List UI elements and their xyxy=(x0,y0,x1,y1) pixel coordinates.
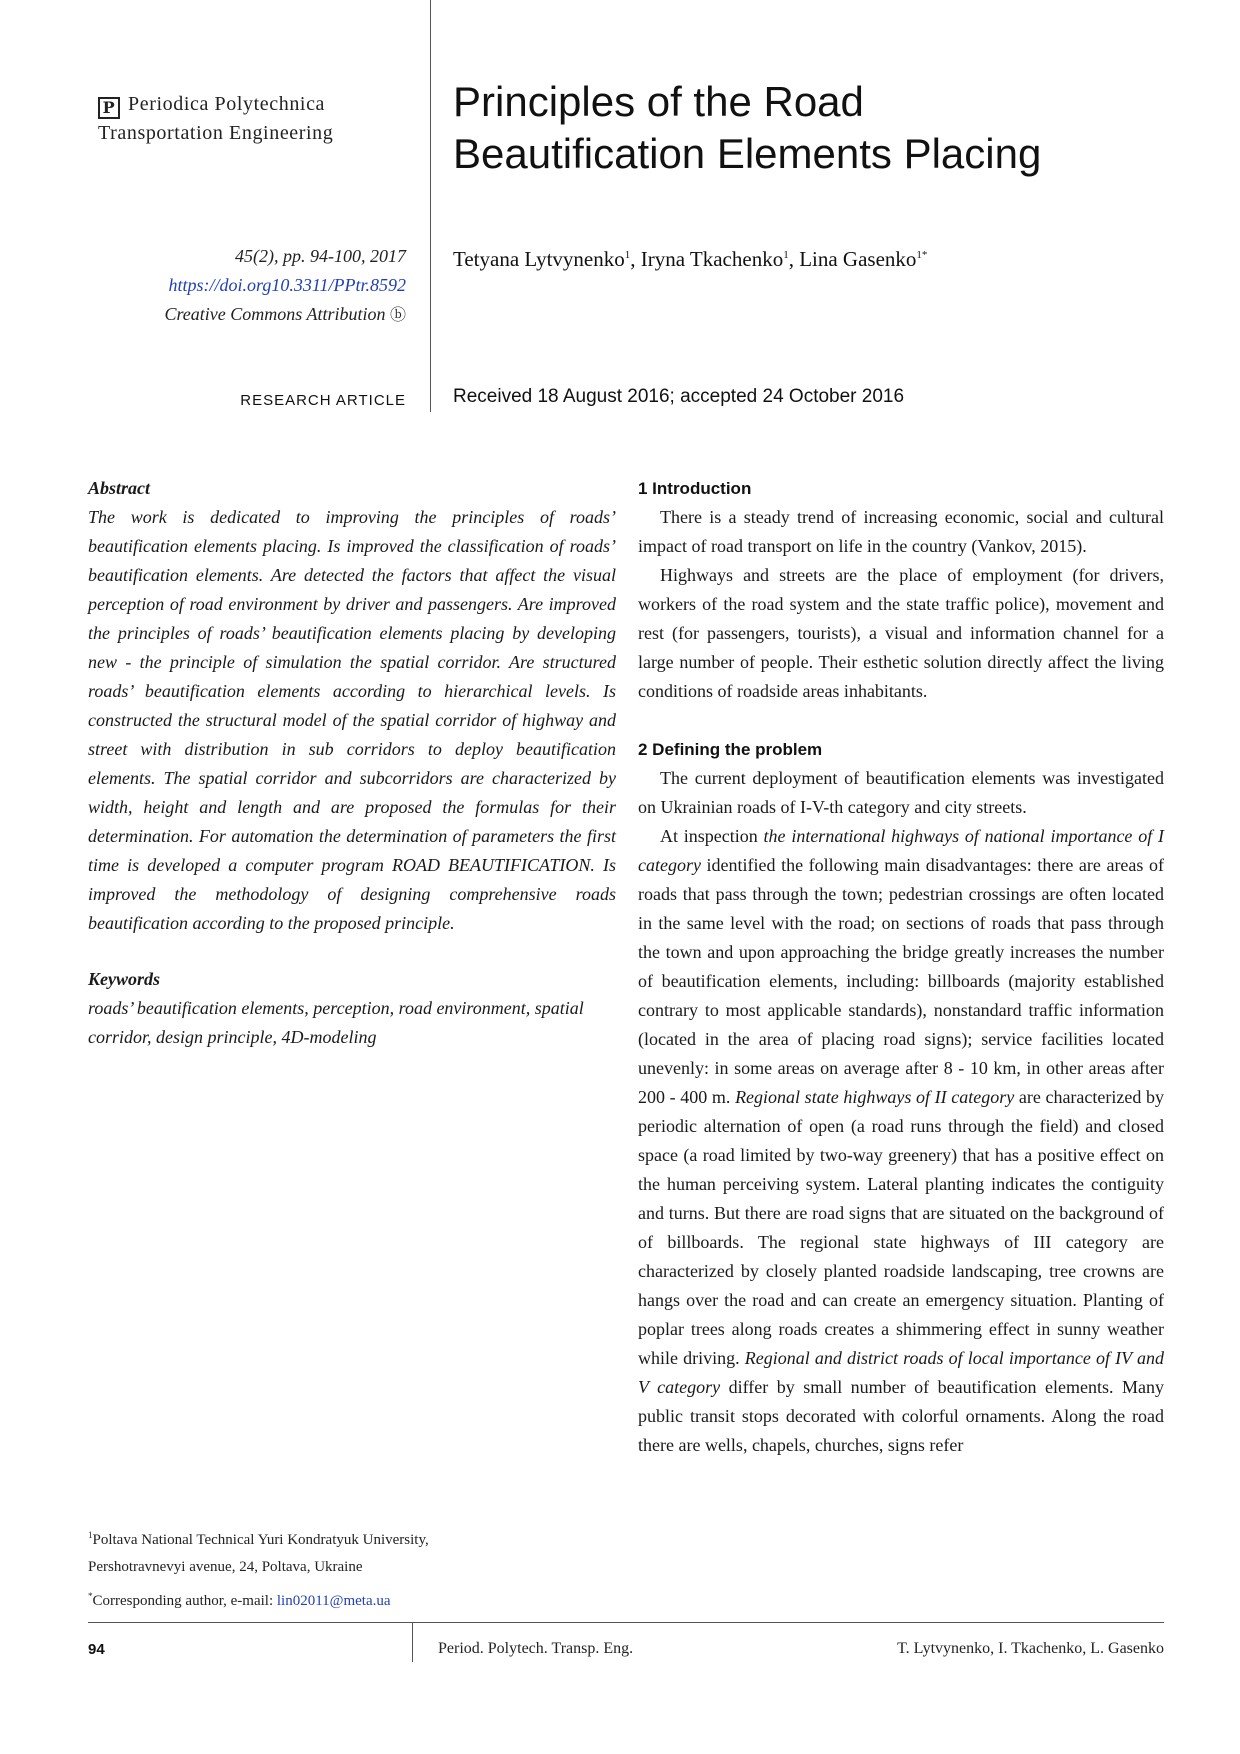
footnotes xyxy=(88,1522,616,1615)
problem-paragraph-1: The current deployment of beautification elements was investigated on Ukrainian roads of I-V-th category and city streets. xyxy=(638,768,1164,817)
received-dates: Received 18 August 2016; accepted 24 October 2016 xyxy=(453,386,905,407)
corresponding-mark: * xyxy=(88,1591,93,1601)
journal-logo-icon: P xyxy=(98,97,120,119)
journal-name-line2: Transportation Engineering xyxy=(98,122,334,144)
problem-text-c: identified the following main disadvantages: there are areas of roads that pass through the town; pedestrian crossings are often located in the same level with the road; on sections of roads that pass through the town and upon approaching the bridge greatly increases the number of beautification elements, including: billboards (majority established contrary to most applicable standards), nonstandard traffic information (located in the area of placing road signs); service facilities located unevenly: in some areas on average after 8 - 10 km, in other areas after 200 - 400 m. xyxy=(638,855,1164,1107)
footer-divider xyxy=(412,1622,413,1662)
author-name: Lina Gasenko xyxy=(799,247,917,271)
right-column xyxy=(638,474,1164,1460)
corresponding-email-link[interactable]: lin02011@meta.ua xyxy=(276,1593,391,1609)
author-affiliation-mark: 1* xyxy=(916,249,928,261)
author-list xyxy=(453,240,1173,274)
problem-text-g: differ by small number of beautification elements. Many public transit stops decorated with colorful ornaments. Along the road there are wells, chapels, churches, signs refer xyxy=(638,1377,1164,1455)
affiliation-mark: 1 xyxy=(88,1530,93,1540)
title-line-1: Principles of the Road xyxy=(453,78,864,125)
author-affiliation-mark: 1 xyxy=(783,249,789,261)
author-affiliation-mark: 1 xyxy=(624,249,631,261)
license-text: Creative Commons Attribution xyxy=(164,304,386,324)
title-line-2: Beautification Elements Placing xyxy=(453,130,1042,177)
citation-volume: 45(2), pp. 94-100, 2017 xyxy=(235,246,406,266)
keywords-heading: Keywords xyxy=(88,969,160,989)
affiliation-line-2: Pershotravnevyi avenue, 24, Poltava, Ukraine xyxy=(88,1559,363,1575)
footer-rule xyxy=(88,1622,1164,1623)
citation-block xyxy=(100,242,406,329)
problem-text-e: are characterized by periodic alternation of open (a road runs through the field) and closed space (a road limited by two-way greenery) that has a positive effect on the human perceiving system. Lateral planting indicates the contiguity and turns. But there are road signs that are situated on the background of of billboards. The regional state highways of III category are characterized by closely planted roadside landscaping, tree crowns are hangs over the road and can create an emergency situation. Planting of poplar trees along roads creates a shimmering effect in sunny weather while driving. xyxy=(638,1087,1165,1368)
article-type: RESEARCH ARTICLE xyxy=(240,392,406,409)
doi-link[interactable]: https://doi.org10.3311/PPtr.8592 xyxy=(168,275,406,295)
abstract-heading: Abstract xyxy=(88,478,151,498)
section-heading-problem: 2 Defining the problem xyxy=(638,740,823,759)
problem-text-b: the international highways of national importance of I category xyxy=(638,826,1164,875)
footer-authors: T. Lytvynenko, I. Tkachenko, L. Gasenko xyxy=(897,1640,1164,1657)
corresponding-text: Corresponding author, e-mail: xyxy=(92,1593,277,1609)
license-line xyxy=(100,300,406,329)
left-column xyxy=(88,474,616,1052)
journal-name xyxy=(98,90,414,148)
intro-paragraph-1: There is a steady trend of increasing economic, social and cultural impact of road transport on life in the country (Vankov, 2015). xyxy=(638,507,1164,556)
header-divider xyxy=(430,0,431,412)
corresponding-footnote xyxy=(88,1583,616,1615)
problem-text-d: Regional state highways of II category xyxy=(735,1087,1015,1107)
problem-paragraph-2 xyxy=(638,822,1164,1460)
abstract-text: The work is dedicated to improving the principles of roads’ beautification elements placing. Is improved the classification of roads’ beautification elements. Are detected the factors that affect the visual perception of road environment by driver and passengers. Are improved the principles of roads’ beautification elements placing by developing new - the principle of simulation the spatial corridor. Are structured roads’ beautification elements according to hierarchical levels. Is constructed the structural model of the spatial corridor of highway and street with distribution in sub corridors to deploy beautification elements. The spatial corridor and subcorridors are characterized by width, height and length and are proposed the formulas for their determination. For automation the determination of parameters the first time is developed a computer program ROAD BEAUTIFICATION. Is improved the methodology of designing comprehensive roads beautification according to the proposed principle. xyxy=(88,507,616,933)
affiliation-footnote xyxy=(88,1522,616,1554)
problem-text-f: Regional and district roads of local importance of IV and V category xyxy=(638,1348,1164,1397)
author-separator: , xyxy=(788,247,800,271)
section-heading-introduction: 1 Introduction xyxy=(638,479,752,498)
footer-journal: Period. Polytech. Transp. Eng. xyxy=(438,1640,634,1657)
affiliation-line-1: Poltava National Technical Yuri Kondratyuk University, xyxy=(92,1532,429,1548)
keywords-text: roads’ beautification elements, perception, road environment, spatial corridor, design principle, 4D-modeling xyxy=(88,998,584,1047)
article-title xyxy=(453,76,1173,180)
author-name: Iryna Tkachenko xyxy=(640,247,784,271)
journal-name-line1: Periodica Polytechnica xyxy=(128,93,326,115)
author-name: Tetyana Lytvynenko xyxy=(453,247,625,271)
intro-paragraph-2: Highways and streets are the place of employment (for drivers, workers of the road system and the state traffic police), movement and rest (for passengers, tourists), a visual and information channel for a large number of people. Their esthetic solution directly affect the living conditions of roadside areas inhabitants. xyxy=(638,565,1164,701)
author-separator: , xyxy=(630,247,641,271)
cc-by-icon: ⓑ xyxy=(389,305,406,324)
page-number: 94 xyxy=(88,1641,105,1658)
problem-text-a: At inspection xyxy=(660,826,764,846)
